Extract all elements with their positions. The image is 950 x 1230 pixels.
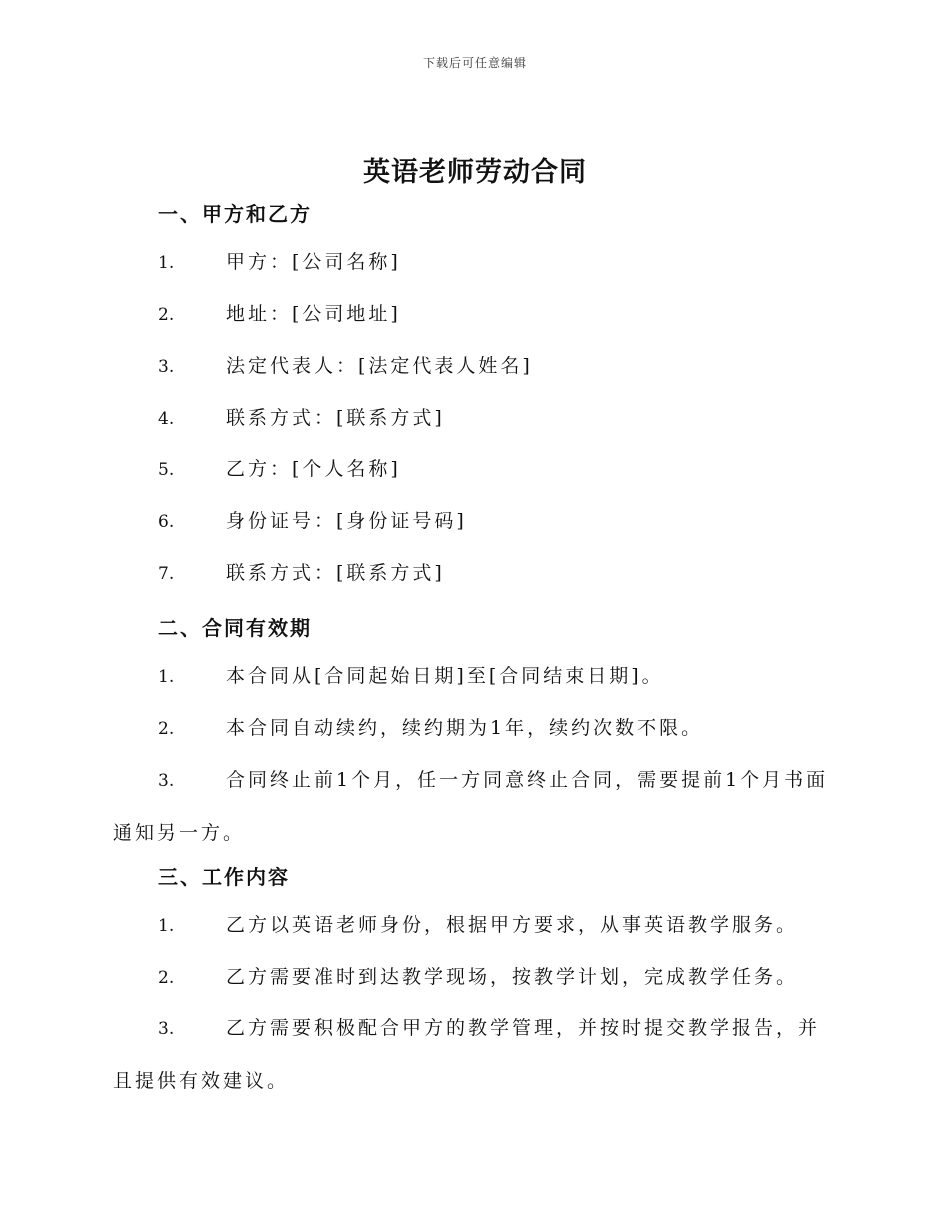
item-number: 3. xyxy=(158,357,175,377)
item-number: 5. xyxy=(158,460,175,480)
document-title: 英语老师劳动合同 xyxy=(363,157,587,188)
list-item xyxy=(158,495,838,548)
item-number: 2. xyxy=(158,719,175,739)
item-text: 乙方需要准时到达教学现场，按教学计划，完成教学任务。 xyxy=(226,966,799,988)
item-number: 6. xyxy=(158,512,175,532)
item-number: 3. xyxy=(158,771,175,791)
list-item-wrapped xyxy=(113,754,838,859)
list-item xyxy=(158,899,838,952)
item-text: 本合同从[合同起始日期]至[合同结束日期]。 xyxy=(226,665,664,687)
item-number: 1. xyxy=(158,253,175,273)
item-text: 合同终止前1个月，任一方同意终止合同，需要提前1个月书面通知另一方。 xyxy=(113,769,829,844)
list-item xyxy=(158,702,838,755)
list-item xyxy=(158,392,838,445)
item-text: 乙方：[个人名称] xyxy=(226,458,401,480)
list-item xyxy=(158,340,838,393)
list-item xyxy=(158,650,838,703)
item-text: 法定代表人：[法定代表人姓名] xyxy=(226,355,533,377)
item-number: 2. xyxy=(158,305,175,325)
header-note: 下载后可任意编辑 xyxy=(422,56,527,70)
item-number: 7. xyxy=(158,564,175,584)
item-number: 3. xyxy=(158,1019,175,1039)
item-text: 本合同自动续约，续约期为1年，续约次数不限。 xyxy=(226,717,704,739)
section-heading-1: 一、甲方和乙方 xyxy=(158,202,312,226)
list-item xyxy=(158,443,838,496)
list-item-wrapped xyxy=(113,1002,838,1107)
item-number: 1. xyxy=(158,916,175,936)
item-number: 2. xyxy=(158,968,175,988)
list-item xyxy=(158,951,838,1004)
item-text: 联系方式：[联系方式] xyxy=(226,407,445,429)
item-text: 乙方以英语老师身份，根据甲方要求，从事英语教学服务。 xyxy=(226,914,799,936)
list-item xyxy=(158,236,838,289)
list-item xyxy=(158,288,838,341)
list-item xyxy=(158,547,838,600)
item-number: 1. xyxy=(158,667,175,687)
item-text: 联系方式：[联系方式] xyxy=(226,562,445,584)
item-text: 地址：[公司地址] xyxy=(226,303,401,325)
item-text: 身份证号：[身份证号码] xyxy=(226,510,467,532)
section-heading-2: 二、合同有效期 xyxy=(158,616,312,640)
section-heading-3: 三、工作内容 xyxy=(158,865,290,889)
item-text: 乙方需要积极配合甲方的教学管理，并按时提交教学报告，并且提供有效建议。 xyxy=(113,1017,821,1092)
item-number: 4. xyxy=(158,409,175,429)
item-text: 甲方：[公司名称] xyxy=(226,251,401,273)
